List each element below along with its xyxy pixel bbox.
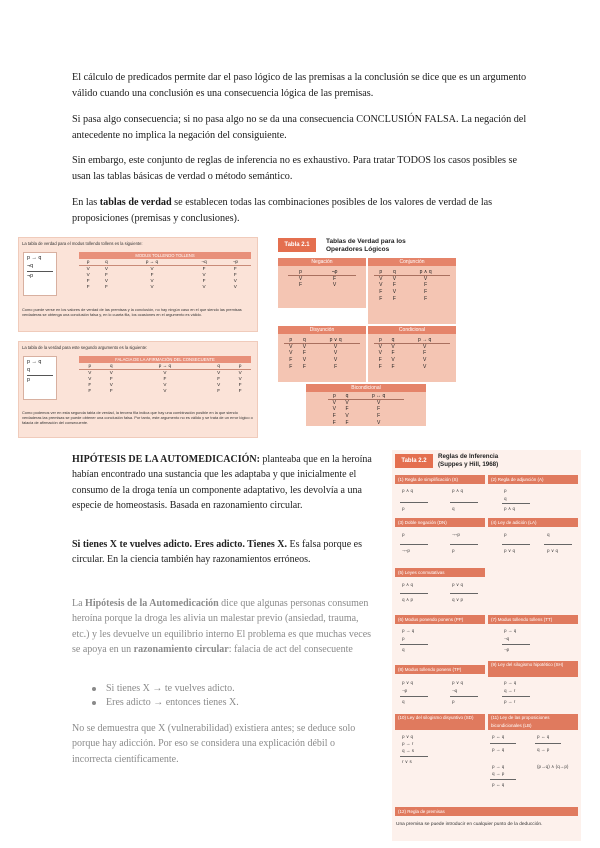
rule-cell: p [402,636,405,641]
rule-cell: p → q [492,747,505,752]
rule-cell: q ∨ p [452,597,464,602]
rule-cell: p [452,699,455,704]
rule-cell: p → q [504,628,517,633]
rule-cell: (p→q) ∧ (q→p) [537,764,569,769]
table-row: V V V V V [88,369,242,375]
rule-biconditional: (11) Ley de las proposiciones bicondicionales (LB) [488,714,578,730]
conclusion: ¬p [27,273,34,279]
table-row: V F F V F [86,271,237,277]
col-header: p [79,259,97,265]
table-band: FALACIA DE LA AFIRMACIÓN DEL CONSECUENTE [79,356,251,363]
rule-cell: ¬¬p [402,548,410,553]
rule-cell: p ∧ q [402,488,414,493]
rule-cell: q [402,647,405,652]
bullet-dot [92,701,96,705]
rule-adjunction: (2) Regla de adjunción (A) [488,475,578,484]
rule-cell: ¬q [452,688,458,693]
col-header: p [79,363,101,369]
rule-cell: q ∧ p [402,597,414,602]
figure-footnote: Como podemos ver en esta segunda tabla de verdad, la tercera fila indica que hay una combinación posible en la que siendo verdaderas las premisas se puede obtener una conclusión falsa. Por tanto, este argumento no es válido y se trata de un error lógico o falacia de afirmación del consecuente. [22,410,253,425]
table-row: F F V V V [86,283,237,289]
intro-paragraph-4: En las tablas de verdad se establecen todas las combinaciones posibles de los valores de verdad de las proposiciones (premisas y conclusiones). [72,197,493,224]
argument-box [23,356,57,400]
rule-cell: p ∨ q [452,582,464,587]
bullet-dot [92,687,96,691]
intro-paragraph-1: El cálculo de predicados permite dar el paso lógico de las premisas a la conclusión se dice que es un argumento válido cuando una conclusión es una consecuencia lógica de las premisas. [72,72,527,99]
truth-table-figure-fallacy [18,341,258,438]
rule-cell: p [402,532,405,537]
rule-cell: p ∧ q [452,488,464,493]
rule-addition: (4) Ley de adición (LA) [488,518,578,527]
col-header: q [208,363,230,369]
rule-cell: r ∨ s [402,759,412,764]
rule-cell: q → r [504,688,516,693]
rule-cell: q → s [402,748,414,753]
figure-caption: La tabla de la verdad para este segundo argumento es la siguiente: [22,345,148,350]
bullet-item: Si tienes X → te vuelves adicto. [92,683,235,694]
col-header: p → q [116,259,189,265]
rule-tollendo-ponens: (8) Modus tollendo ponens (TP) [395,665,485,674]
rule-cell: p ∨ q [504,548,516,553]
rule-disjunctive-syllogism: (10) Ley del silogismo disyuntivo (SD) [395,714,485,730]
rule-cell: ¬p [504,647,510,652]
fallacy-table [79,356,251,393]
section-label: Disyunción [278,326,366,334]
negation-section: Negación p ¬p V F F V [278,258,366,308]
table-title: Tablas de Verdad para los Operadores Lógicos [326,238,406,253]
col-header: q [97,259,115,265]
premise-1: p → q [27,255,42,261]
col-header: ¬p [220,259,251,265]
col-header: p → q [122,363,208,369]
conditional-section: Condicional p q p → q V V V V F F F V V F F V [368,326,456,382]
table-row: F F V F F [88,387,242,393]
rule-cell: p → q [504,680,517,685]
section-label: Bicondicional [306,384,426,392]
conjunction-section: Conjunción p q p ∧ q V V V V F F F V F F F F [368,258,456,324]
rule-cell: q [547,532,550,537]
premise-2: q [27,366,30,373]
figure-footnote: Como puede verse en los valores de verdad de las premisas y la conclusión, no hay ningún caso en el que siendo las premisas verdaderas se obtenga una conclusión falsa y, en lo cuarta fila, los ocasiones en el argumento es válido. [22,307,242,317]
table-badge: Tabla 2.2 [395,454,433,468]
col-header: p [229,363,251,369]
rule-cell: p → q [402,628,415,633]
rule-simplification: (1) Regla de simplificación (S) [395,475,485,484]
rule-cell: ¬p [402,688,408,693]
rule-double-negation: (3) Doble negación (DN) [395,518,485,527]
inference-rules-table [392,450,581,841]
rule-cell: p ∨ q [402,734,414,739]
table-row: F V V F V [86,277,237,283]
hypothesis-paragraph: HIPÓTESIS DE LA AUTOMEDICACIÓN: planteaba que en la heroína habían encontrado una sustancia que les adaptaba y que inicialmente el consumo de la droga tenía un componente adaptativo, les devolvía a una especie de homeostasis. Basada en razonamiento circular. [72,454,372,512]
rule-premises: (12) Regla de premisas [395,807,578,816]
rule-cell: p ∨ q [547,548,559,553]
rule-cell: p ∨ q [402,680,414,685]
biconditional-section: Bicondicional p q p ↔ q V V V V F F F V F F F V [306,384,426,426]
rule-cell: p ∧ q [402,582,414,587]
rule-cell: q → p [492,771,505,776]
rule-cell: p ∨ q [452,680,464,685]
figure-caption: La tabla de verdad para el modus tollendo tollens es la siguiente: [22,241,143,246]
rule-modus-ponens: (6) Modus ponendo ponens (PP) [395,615,485,624]
self-medication-paragraph: La Hipótesis de la Automedicación dice que algunas personas consumen heroína porque la droga les alivia un malestar previo (ansiedad, trauma, etc.) y les devuelve un equilibrio interno El problema es que muchas veces se apoya en un razonamiento circular: falacia de act del consecuente [72,598,372,656]
intro-paragraph-3: Sin embargo, este conjunto de reglas de inferencia no es exhaustivo. Para tratar TODOS los casos posibles se usan las tablas básicas de verdad o método semántico. [72,155,518,182]
table-band: MODUS TOLLENDO TOLLENS [79,252,251,259]
rule-cell: q [452,506,455,511]
col-header: ¬q [188,259,219,265]
rule-cell: p → r [402,741,414,746]
rule-cell: p → q [492,764,505,769]
rule-cell: ¬q [504,636,510,641]
argument-box [23,252,57,296]
conclusion: p [27,377,30,383]
premise-1: p → q [27,359,42,365]
intro-paragraph-2: Si pasa algo consecuencia; si no pasa algo no se da una consecuencia CONCLUSIÓN FALSA. La negación del antecedente no implica la negación del consiguiente. [72,114,527,141]
truth-tables-operators [276,236,458,426]
table-footnote: Una premisa se puede introducir en cualquier punto de la deducción. [396,822,543,827]
rule-cell: ¬¬p [452,532,460,537]
bullet-item: Eres adicto → entonces tienes X. [92,697,239,708]
conclusion-paragraph: No se demuestra que X (vulnerabilidad) existiera antes; se deduce solo porque hay adicción. Por eso se considera una explicación débil o incorrecta científicamente. [72,723,356,765]
rule-cell: p [402,506,405,511]
rule-commutative: (5) Leyes conmutativas [395,568,485,577]
table-row: V V V F F [86,265,237,271]
section-label: Negación [278,258,366,266]
rule-hypothetical-syllogism: (9) Ley del silogismo hipotético (SH) [488,661,578,677]
rule-cell: p ∧ q [504,506,516,511]
rule-cell: p ↔ q [492,734,505,739]
table-badge: Tabla 2.1 [278,238,316,252]
col-header: q [101,363,123,369]
rule-cell: p [452,548,455,553]
rule-cell: p → r [504,699,516,704]
rule-cell: p ↔ q [537,734,550,739]
rule-modus-tollens: (7) Modus tollendo tollens (TT) [488,615,578,624]
rule-cell: q [402,699,405,704]
section-label: Conjunción [368,258,456,266]
premise-2: ¬q [27,262,34,269]
table-title: Reglas de Inferencia (Suppes y Hill, 1968) [438,453,499,468]
tollens-table [79,252,251,289]
truth-table-figure-tollens [18,237,258,332]
table-row: F V V V F [88,381,242,387]
table-row: V F F F V [88,375,242,381]
rule-cell: p [504,532,507,537]
rule-cell: p ↔ q [492,782,505,787]
rule-cell: p [504,488,507,493]
rule-cell: q → p [537,747,550,752]
rule-cell: q [504,496,507,501]
disjunction-section: Disyunción p q p ∨ q V V V V F V F V V F F F [278,326,366,382]
section-label: Condicional [368,326,456,334]
circular-argument-paragraph: Si tienes X te vuelves adicto. Eres adicto. Tienes X. Es falsa porque es circular. En la ciencia también hay razonamientos erróneos. [72,539,362,566]
